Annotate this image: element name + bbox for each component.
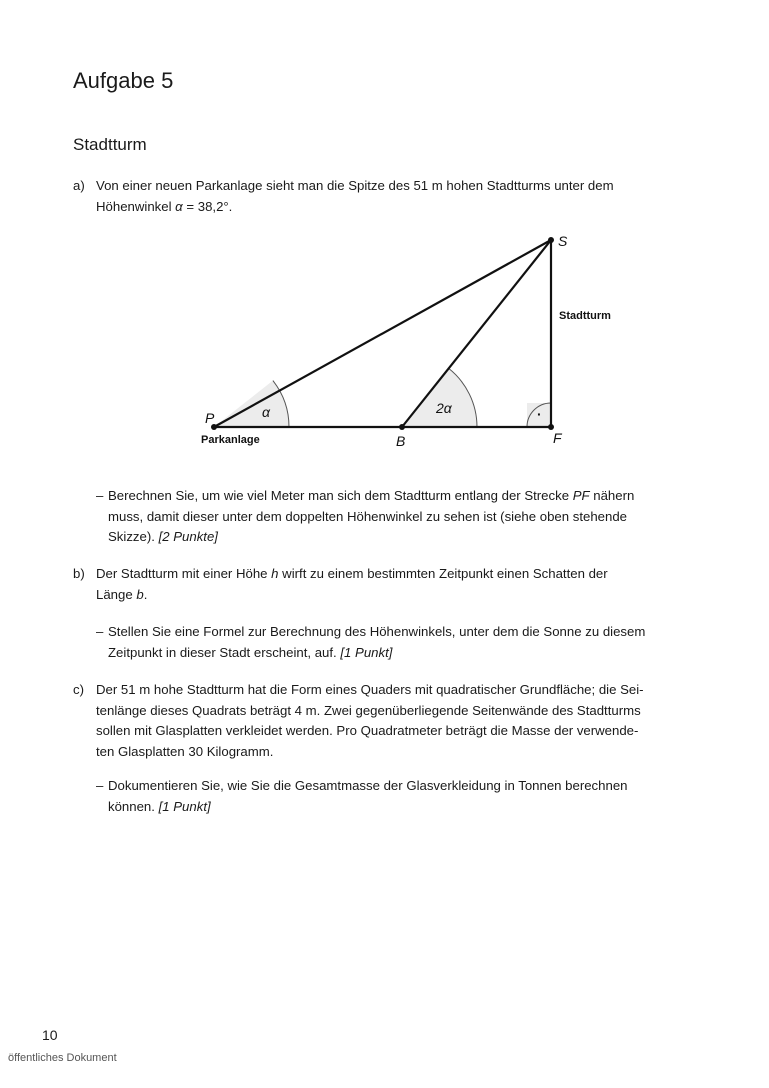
part-a-task-body [108, 486, 696, 548]
text-run: Zeitpunkt in dieser Stadt erscheint, auf. [108, 644, 341, 660]
text-line [108, 797, 696, 818]
label-alpha: α [262, 404, 270, 420]
text-run: nähern [589, 488, 635, 503]
text-line [96, 585, 696, 606]
variable-h: h [271, 566, 279, 581]
label-B: B [396, 433, 406, 449]
text-run: Länge [96, 586, 137, 602]
variable-alpha: α [175, 198, 183, 214]
section-title: Stadtturm [73, 135, 147, 154]
text-run: Höhenwinkel [96, 198, 176, 214]
text-run: Der Stadtturm mit einer Höhe [96, 566, 272, 581]
points: [2 Punkte] [158, 529, 218, 544]
line-PS [214, 240, 551, 427]
right-angle-dot: · [537, 406, 542, 422]
label-F: F [553, 430, 562, 446]
line-BS [402, 240, 551, 427]
text-line [96, 564, 696, 585]
part-c-intro [96, 680, 696, 762]
dash: – [96, 624, 104, 639]
part-a-label: a) [73, 178, 85, 193]
page-number: 10 [42, 1027, 58, 1043]
dash: – [96, 488, 104, 503]
part-a-intro-line1: Von einer neuen Parkanlage sieht man die Spitze des 51 m hohen Stadtturms unter dem [96, 178, 614, 193]
text-line [108, 527, 696, 548]
part-c-label: c) [73, 682, 84, 697]
text-run: . [143, 586, 148, 602]
variable-PF: PF [572, 488, 590, 503]
variable-b: b [136, 586, 144, 602]
label-2alpha: 2α [436, 400, 452, 416]
part-c-task-body [108, 776, 696, 817]
text-line: tenlänge dieses Quadrats beträgt 4 m. Zwei gegenüberliegende Seitenwände des Stadtturms [96, 702, 641, 718]
text-run: Skizze). [108, 529, 159, 544]
label-stadtturm: Stadtturm [559, 310, 611, 322]
dash: – [96, 778, 104, 793]
angle-2alpha-fill [402, 368, 477, 427]
part-b-label: b) [73, 566, 85, 581]
text-line: ten Glasplatten 30 Kilogramm. [96, 743, 274, 759]
page-title: Aufgabe 5 [73, 68, 174, 93]
label-S: S [558, 233, 568, 249]
text-line: muss, damit dieser unter dem doppelten Höhenwinkel zu sehen ist (siehe oben stehende [108, 508, 628, 524]
text-line [108, 486, 696, 507]
text-run: = 38,2°. [182, 198, 233, 214]
part-b-task-body [108, 622, 696, 663]
text-line [108, 643, 696, 664]
label-P: P [205, 410, 215, 426]
text-run: können. [108, 798, 159, 814]
label-parkanlage: Parkanlage [201, 434, 260, 446]
text-line: Dokumentieren Sie, wie Sie die Gesamtmasse der Glasverkleidung in Tonnen berechnen [108, 778, 628, 793]
text-line: sollen mit Glasplatten verkleidet werden. Pro Quadratmeter beträgt die Masse der verwende- [96, 723, 639, 738]
part-b-intro [96, 564, 696, 605]
text-line: Der 51 m hohe Stadtturm hat die Form eines Quaders mit quadratischer Grundfläche; die Sei- [96, 682, 644, 697]
text-run: Berechnen Sie, um wie viel Meter man sich dem Stadtturm entlang der Strecke [108, 488, 573, 503]
point-B [399, 424, 405, 430]
points: [1 Punkt] [158, 798, 211, 814]
points: [1 Punkt] [340, 644, 393, 660]
triangle-sketch [0, 0, 769, 470]
text-line: Stellen Sie eine Formel zur Berechnung des Höhenwinkels, unter dem die Sonne zu diesem [108, 624, 646, 639]
point-S [548, 237, 554, 243]
footer-note: öffentliches Dokument [8, 1052, 117, 1064]
text-run: wirft zu einem bestimmten Zeitpunkt einen Schatten der [278, 566, 608, 581]
